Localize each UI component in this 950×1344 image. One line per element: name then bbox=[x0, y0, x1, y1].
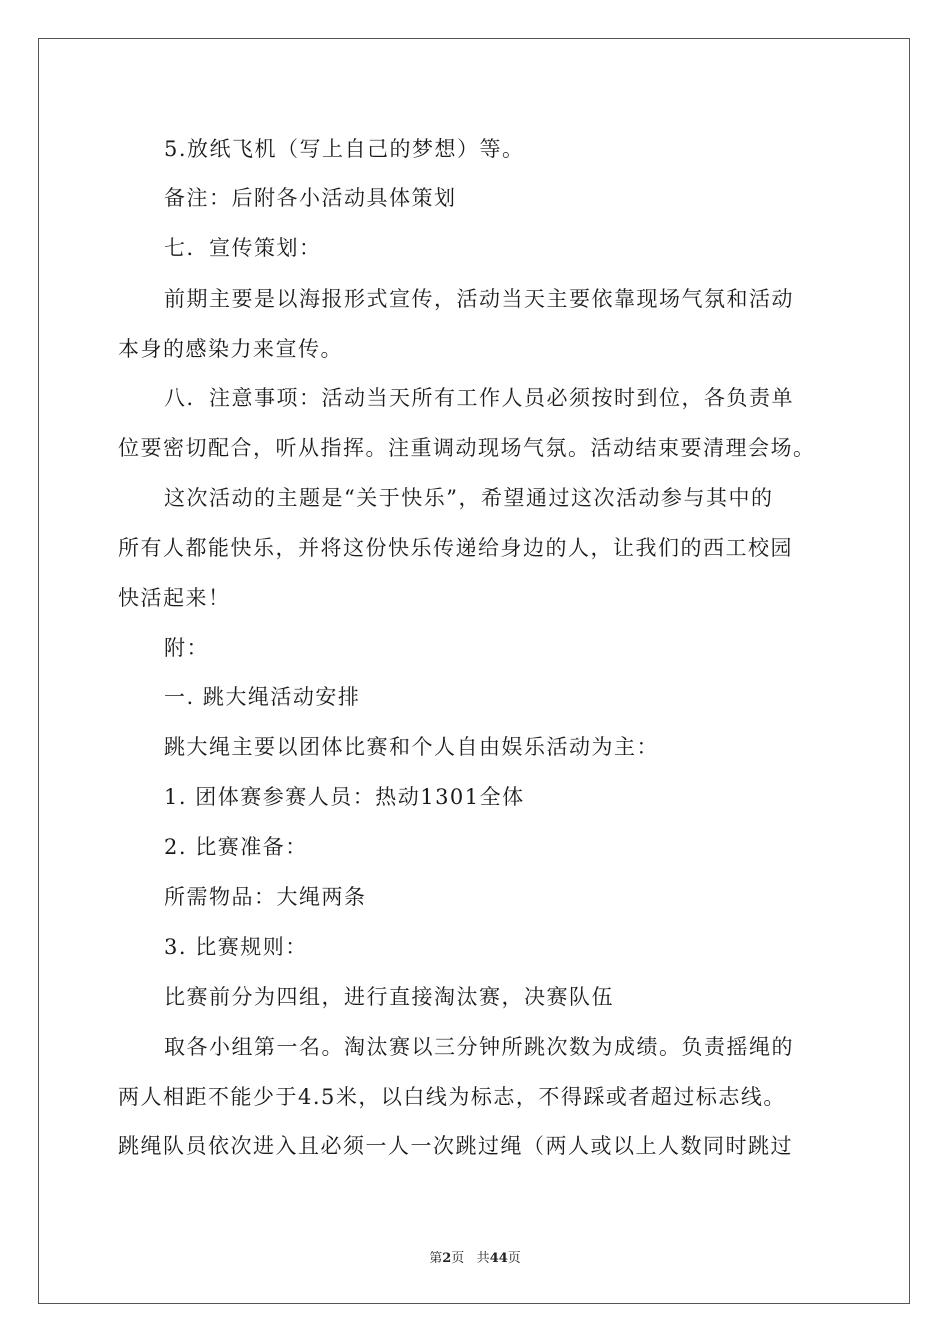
paragraph-line: 所有人都能快乐，并将这份快乐传递给身边的人，让我们的西工校园 bbox=[118, 536, 793, 560]
paragraph-line: 这次活动的主题是“关于快乐”，希望通过这次活动参与其中的 bbox=[164, 486, 774, 510]
paragraph-line: 比赛前分为四组，进行直接淘汰赛，决赛队伍 bbox=[164, 985, 614, 1009]
paragraph-line: 附： bbox=[164, 636, 209, 660]
paragraph-line: 5.放纸飞机（写上自己的梦想）等。 bbox=[164, 137, 525, 161]
list-item: 3. 比赛规则： bbox=[164, 935, 308, 959]
current-page-number: 2 bbox=[442, 1251, 452, 1266]
paragraph-line: 跳绳队员依次进入且必须一人一次跳过绳（两人或以上人数同时跳过 bbox=[118, 1134, 793, 1158]
paragraph-line: 位要密切配合，听从指挥。注重调动现场气氛。活动结束要清理会场。 bbox=[118, 436, 816, 460]
footer-page-suffix: 页 bbox=[451, 1251, 465, 1266]
paragraph-line: 取各小组第一名。淘汰赛以三分钟所跳次数为成绩。负责摇绳的 bbox=[164, 1035, 794, 1059]
paragraph-line: 所需物品：大绳两条 bbox=[164, 885, 367, 909]
section-heading: 一. 跳大绳活动安排 bbox=[164, 685, 361, 709]
list-item: 1. 团体赛参赛人员：热动1301全体 bbox=[164, 785, 525, 809]
paragraph-line: 八．注意事项：活动当天所有工作人员必须按时到位，各负责单 bbox=[164, 386, 794, 410]
page-footer bbox=[0, 1247, 950, 1266]
paragraph-line: 备注：后附各小活动具体策划 bbox=[164, 186, 457, 210]
paragraph-line: 两人相距不能少于4.5米，以白线为标志，不得踩或者超过标志线。 bbox=[118, 1085, 786, 1109]
page-border bbox=[38, 38, 910, 1304]
section-heading: 七．宣传策划： bbox=[164, 236, 322, 260]
paragraph-line: 快活起来！ bbox=[118, 586, 231, 610]
footer-prefix: 第 bbox=[429, 1251, 443, 1266]
list-item: 2. 比赛准备： bbox=[164, 835, 308, 859]
footer-total-suffix: 页 bbox=[507, 1251, 521, 1266]
paragraph-line: 前期主要是以海报形式宣传，活动当天主要依靠现场气氛和活动 bbox=[164, 287, 794, 311]
footer-total-prefix: 共 bbox=[476, 1251, 490, 1266]
paragraph-line: 本身的感染力来宣传。 bbox=[118, 337, 343, 361]
total-pages: 44 bbox=[489, 1251, 508, 1266]
paragraph-line: 跳大绳主要以团体比赛和个人自由娱乐活动为主： bbox=[164, 735, 659, 759]
